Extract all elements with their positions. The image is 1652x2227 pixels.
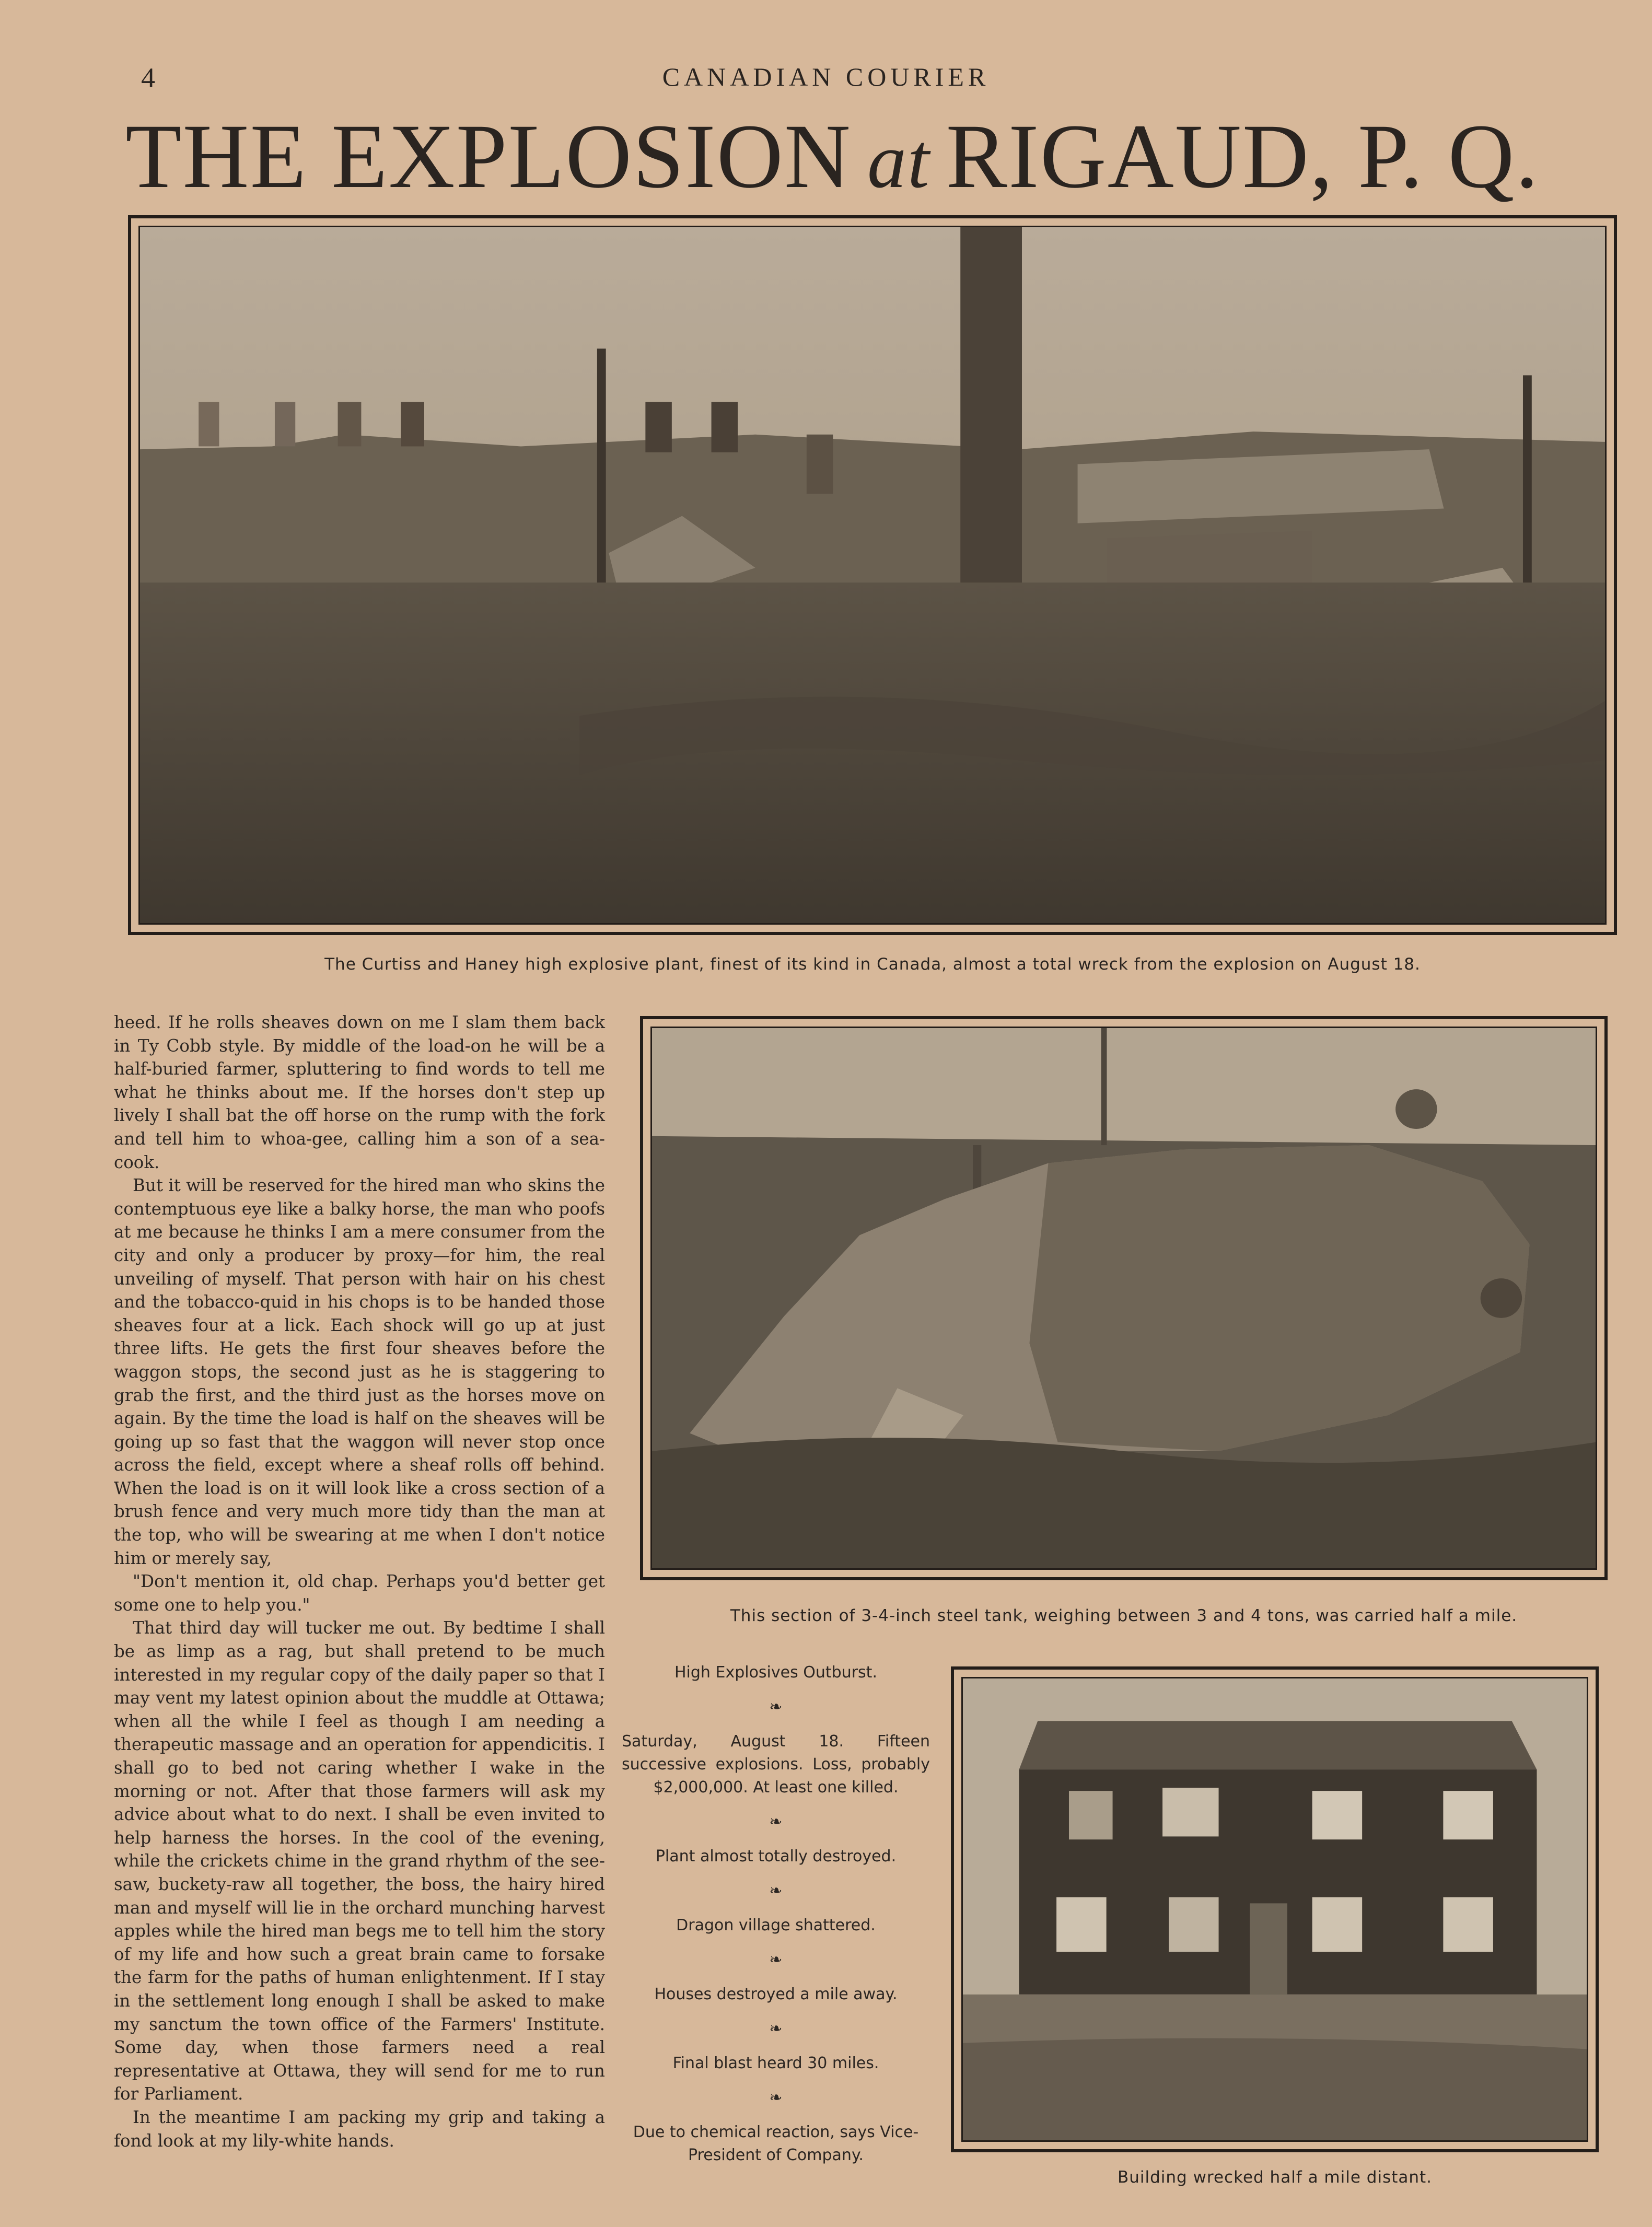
leaf-dingbat-icon: ❧ <box>769 1882 783 1900</box>
bulletin-item: Final blast heard 30 miles. <box>672 2054 879 2072</box>
leaf-dingbat-icon: ❧ <box>769 1698 783 1716</box>
page-number: 4 <box>141 62 155 94</box>
plant-ruins-picture <box>140 227 1605 923</box>
steel-tank-picture <box>652 1028 1596 1568</box>
headline-at: at <box>867 118 930 204</box>
article-paragraph: "Don't mention it, old chap. Perhaps you'd better get some one to help you." <box>114 1571 605 1615</box>
headline-part-3: RIGAUD, P. Q. <box>946 106 1540 207</box>
bulletin-item: Plant almost totally destroyed. <box>655 1847 897 1865</box>
leaf-dingbat-icon: ❧ <box>769 2020 783 2038</box>
caption-steel-tank: This section of 3-4-inch steel tank, weighing between 3 and 4 tons, was carried half a mile. <box>730 1606 1518 1625</box>
photo-plant-ruins-image <box>138 226 1607 925</box>
wrecked-building-picture <box>963 1678 1587 2140</box>
article-paragraph: That third day will tucker me out. By bedtime I shall be as limp as a rag, but shall pretend to be much interested in my regular copy of the daily paper so that I may vent my latest opinion about the muddle at Ottawa; when all the while I feel as though I am needing a therapeutic massage and an operation for appendicitis. I shall go to bed not caring whether I wake in the morning or not. After that those farmers will ask my advice about what to do next. I shall be even invited to help harness the horses. In the cool of the evening, while the crickets chime in the grand rhythm of the see-saw, buckety-raw all together, the boss, the hairy hired man and myself will lie in the orchard munching harvest apples while the hired man begs me to tell him the story of my life and how such a great brain came to forsake the farm for the paths of human enlightenment. If I stay in the settlement long enough I shall be asked to make my sanctum the town office of the Farmers' Institute. Some day, when those farmers need a real representative at Ottawa, they will send for me to run for Parliament. <box>114 1618 605 2104</box>
bulletin-item: Due to chemical reaction, says Vice-President of Company. <box>633 2123 919 2164</box>
bulletin-sidebar <box>622 1661 930 2167</box>
article-paragraph: But it will be reserved for the hired man who skins the contemptuous eye like a balky horse, the man who poofs at me because he thinks I am a mere consumer from the city and only a producer by proxy—for him, the real unveiling of myself. That person with hair on his chest and the tobacco-quid in his chops is to be handed those sheaves four at a lick. Each shock will go up at just three lifts. He gets the first four sheaves before the waggon stops, the second just as he is staggering to grab the first, and the third just as the horses move on again. By the time the load is half on the sheaves will be going up so fast that the waggon will never stop once across the field, except where a sheaf rolls off behind. When the load is on it will look like a cross section of a brush fence and very much more tidy than the man at the top, who will be swearing at me when I don't notice him or merely say, <box>114 1175 605 1568</box>
leaf-dingbat-icon: ❧ <box>769 2089 783 2107</box>
leaf-dingbat-icon: ❧ <box>769 1813 783 1831</box>
photo-wrecked-building <box>951 1666 1599 2152</box>
bulletin-item: Dragon village shattered. <box>676 1916 876 1934</box>
headline <box>125 104 1641 213</box>
bulletin-title: High Explosives Outburst. <box>674 1663 877 1682</box>
caption-plant-ruins: The Curtiss and Haney high explosive plant, finest of its kind in Canada, almost a total wreck from the explosion on August 18. <box>324 955 1421 974</box>
bulletin-item: Saturday, August 18. Fifteen successive explosions. Loss, probably $2,000,000. At least one killed. <box>622 1732 930 1797</box>
headline-part-1: THE EXPLOSION <box>125 106 852 207</box>
article-paragraph: heed. If he rolls sheaves down on me I slam them back in Ty Cobb style. By middle of the load-on he will be a half-buried farmer, spluttering to find words to tell me what he thinks about me. If the horses don't step up lively I shall bat the off horse on the rump with the fork and tell him to whoa-gee, calling him a son of a sea-cook. <box>114 1012 605 1172</box>
photo-steel-tank-image <box>650 1027 1597 1570</box>
leaf-dingbat-icon: ❧ <box>769 1951 783 1969</box>
bulletin-item: Houses destroyed a mile away. <box>654 1985 898 2003</box>
photo-steel-tank <box>640 1016 1608 1580</box>
caption-wrecked-building: Building wrecked half a mile distant. <box>1117 2168 1433 2187</box>
photo-plant-ruins <box>128 215 1617 935</box>
article-paragraph: In the meantime I am packing my grip and taking a fond look at my lily-white hands. <box>114 2107 605 2151</box>
photo-wrecked-building-image <box>961 1677 1588 2142</box>
article-body <box>114 1011 605 2152</box>
running-head: CANADIAN COURIER <box>662 62 990 91</box>
